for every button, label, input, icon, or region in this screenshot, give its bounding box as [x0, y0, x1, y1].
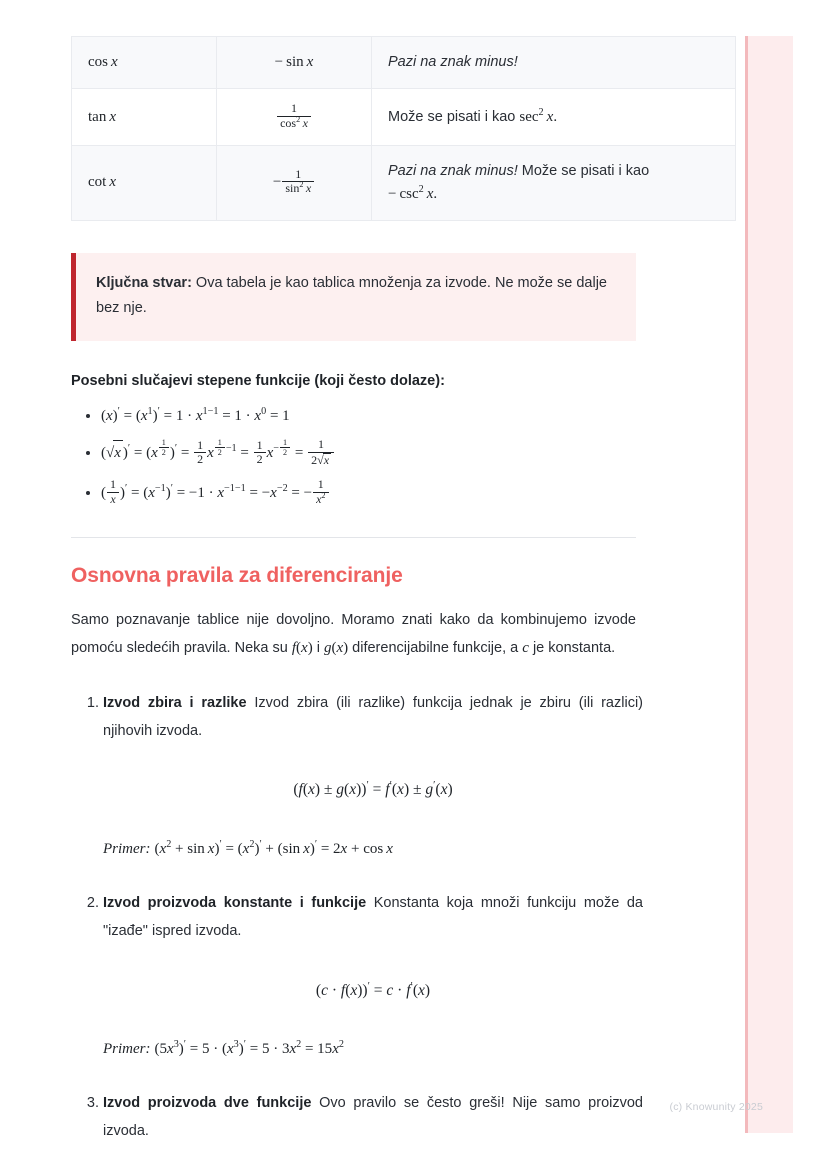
table-cell-function: [72, 146, 217, 221]
list-item: [103, 690, 643, 864]
table-cell-note: [372, 89, 736, 146]
example-label: Primer:: [103, 841, 151, 858]
math-fx: f(x): [291, 640, 313, 657]
math-neg-csc2x: − $\csc^2 x$.: [388, 183, 438, 202]
math-derivative-of-x: $(x)' = (x^1)' = 1 \cdot x^{1-1} = 1 \cdot x^0 = 1$: [101, 405, 290, 424]
intro-text-3: diferencijabilne funkcije, a: [348, 640, 523, 657]
math-neg-sin-x: − sin x: [274, 54, 314, 70]
intro-text-2: i: [312, 640, 324, 657]
rule-title: Izvod zbira i razlike: [103, 694, 247, 711]
rule-text: Izvod zbira (ili razlike) funkcija jednak je zbiru (ili razlici) njihovih izvoda.: [103, 694, 643, 739]
section-divider: [71, 537, 636, 538]
table-cell-note: [372, 146, 736, 221]
rule-text: Ovo pravilo se često greši! Nije samo proizvod izvoda.: [103, 1095, 643, 1140]
math-cos-x: cos x: [88, 54, 118, 70]
list-item: [103, 1090, 643, 1146]
page-footer: (c) Knowunity 2025: [669, 1101, 763, 1113]
intro-text-4: je konstanta.: [528, 640, 616, 657]
rule-example: [103, 1035, 643, 1064]
rules-list: [71, 690, 643, 1146]
rule-title: Izvod proizvoda konstante i funkcije: [103, 894, 367, 911]
callout-text: Ova tabela je kao tablica množenja za izvode. Ne može se dalje bez nje.: [96, 274, 607, 316]
math-cot-x: cot x: [88, 174, 117, 191]
key-takeaway-callout: [71, 253, 636, 341]
math-neg-one-over-sin2x: − $\frac{1}{\sin^2 x}$: [273, 174, 315, 190]
table-cell-function: [72, 89, 217, 146]
table-row: [72, 89, 736, 146]
table-cell-derivative: [217, 146, 372, 221]
list-item: [101, 479, 636, 507]
math-derivative-of-one-over-x: ( $\frac{1}{x}$ )$' = (x^{-1})' = -1 \cdot x^{-1-1} = -x^{-2}$ = − $\frac{1}{x^2}$: [101, 485, 330, 501]
math-constant-multiple-example: $(5x^3)' = 5 \cdot (x^3)' = 5 \cdot 3x^2 = 15x^2$: [154, 1039, 344, 1058]
list-item: [101, 439, 636, 468]
math-tan-x: tan x: [88, 108, 117, 125]
math-constant-multiple-rule: (c · f(x))′ = c · f′(x): [315, 980, 431, 999]
example-label: Primer:: [103, 1041, 151, 1058]
math-c: c: [522, 640, 529, 657]
special-cases-list: [71, 403, 636, 507]
math-sec2x: $\sec^2 x$.: [519, 106, 558, 125]
rule-example: [103, 835, 643, 864]
table-cell-derivative: [217, 37, 372, 89]
math-derivative-of-sqrt-x: (√x )′ = (x $^{\frac{1}{2}}$ )′ = $\frac{1}{2}$ x $^{\frac{1}{2} -1}$ = $\frac{1}{2}$ $x^{- \frac{1}{2}}$ = $\frac{1}{2√x}$: [101, 445, 335, 461]
rule-equation: [103, 775, 643, 805]
list-item: [101, 403, 636, 429]
note-italic: Pazi na znak minus!: [388, 54, 518, 71]
table-row: [72, 146, 736, 221]
math-gx: g(x): [323, 640, 349, 657]
note-italic: Pazi na znak minus!: [388, 163, 518, 180]
table-row: [72, 37, 736, 89]
math-sum-rule: (f(x) ± g(x))′ = f′(x) ± g′(x): [293, 780, 453, 799]
page-title: Osnovna pravila za diferenciranje: [71, 564, 403, 588]
decorative-right-band: [745, 36, 793, 1133]
table-cell-derivative: [217, 89, 372, 146]
math-one-over-cos2x: $\frac{1}{\cos^2 x}$: [276, 109, 312, 125]
note-text: Može se pisati i kao: [388, 108, 520, 125]
intro-text-1: Samo poznavanje tablice nije dovoljno. Moramo znati kako da kombinujemo izvode pomoću sledećih pravila. Neka su: [71, 612, 636, 657]
rule-equation: [103, 976, 643, 1006]
derivatives-table: [71, 36, 736, 221]
callout-label: Ključna stvar:: [96, 274, 192, 291]
math-sum-rule-example: $(x^2 + \sin x)' = (x^2)' + (\sin$ x)′ = 2x + cos x: [154, 839, 393, 858]
table-cell-function: [72, 37, 217, 89]
rule-title: Izvod proizvoda dve funkcije: [103, 1095, 312, 1112]
list-item: [103, 890, 643, 1064]
special-cases-heading: Posebni slučajevi stepene funkcije (koji često dolaze):: [71, 372, 445, 389]
note-text: Može se pisati i kao: [517, 163, 650, 180]
table-cell-note: [372, 37, 736, 89]
intro-paragraph: [71, 606, 636, 664]
rule-text: Konstanta koja množi funkciju može da "izađe" ispred izvoda.: [103, 894, 643, 939]
